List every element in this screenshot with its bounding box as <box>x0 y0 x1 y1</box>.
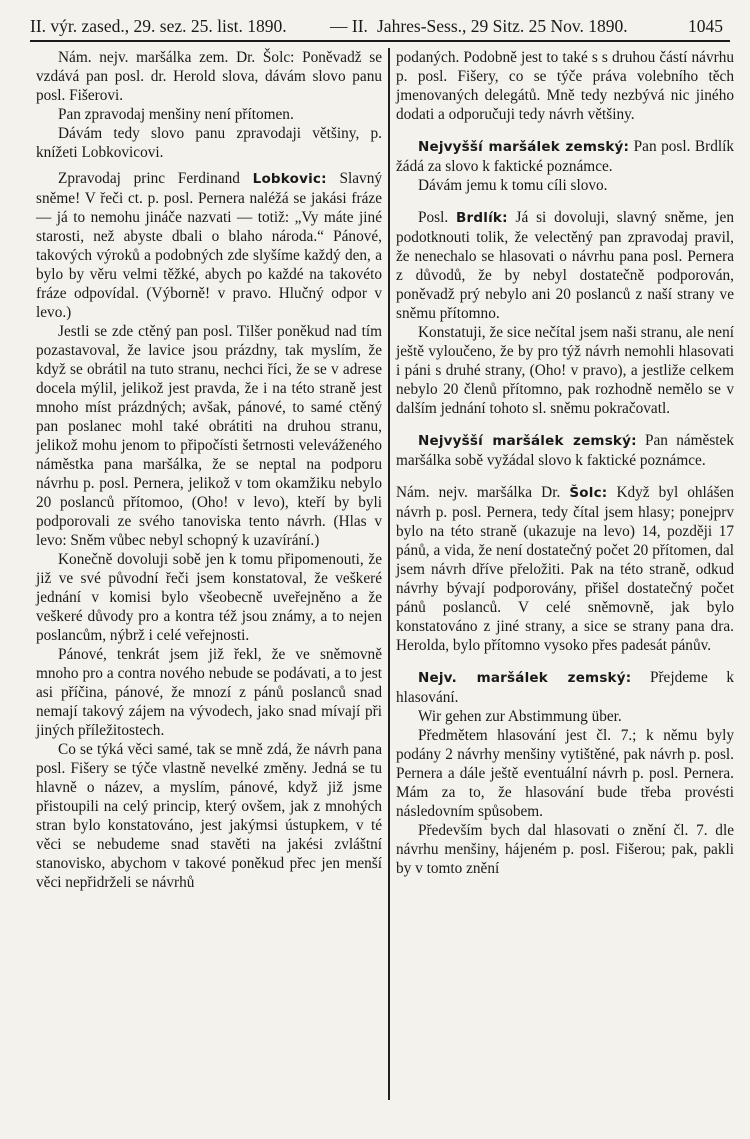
paragraph-text: Pan posl. Brdlík žádá za slovo k faktické poznámce. <box>396 138 734 175</box>
speaker-name: Nejvyšší maršálek zemský: <box>418 433 637 449</box>
speech-paragraph <box>396 483 734 655</box>
paragraph-text: Konečně dovoluji sobě jen k tomu připomenouti, že již ve své původní řeči jsem konstatoval, že veškeré jednání v komisi bylo všeobecně uveřejněno a že veškeré důvody pro a kontra též jsou známy, a to nejen poslancům, nýbrž i celé veřejnosti. <box>36 551 382 644</box>
paragraph <box>36 48 382 105</box>
column-divider <box>388 48 390 1100</box>
speaker-name: Brdlík: <box>456 210 508 226</box>
speaker-name: Nejv. maršálek zemský: <box>418 670 632 686</box>
paragraph <box>396 48 734 124</box>
speaker-name: Šolc: <box>569 485 608 501</box>
paragraph-text: Předmětem hlasování jest čl. 7.; k němu byly podány 2 návrhy menšiny vytištěné, pak návrh p. posl. Pernera a dále ještě eventuální návrh p. posl. Pernera. Mám za to, že hlasování bude třeba provésti následovním spůsobem. <box>396 727 734 820</box>
paragraph <box>36 105 382 124</box>
paragraph-text: podaných. Podobně jest to také s s druhou částí návrhu p. posl. Fišery, co se týče práva volebního těch jmenovaných delegátů. Mně tedy nezbývá nic jiného dodati a odporučuji tedy návrh většiny. <box>396 49 734 123</box>
speaker-name: Lobkovic: <box>252 171 327 187</box>
left-column <box>36 48 382 892</box>
speaker-title: Zpravodaj princ Ferdinand <box>58 170 253 187</box>
paragraph-text: Konstatuji, že sice nečítal jsem naši stranu, ale není ještě vyloučeno, že by pro týž návrh nemohli hlasovati i páni s druhé strany, (Oho! v pravo), a jestliže celkem nebylo 20 členů přítomno, pak rozhodně nemělo se v dalším jednání tohoto sl. sněmu pokračovatl. <box>396 324 734 417</box>
speech-paragraph <box>396 431 734 470</box>
speech-paragraph <box>396 668 734 707</box>
paragraph <box>36 645 382 740</box>
paragraph-text: Především bych dal hlasovati o znění čl. 7. dle návrhu menšiny, hájeném p. posl. Fišerou; pak, pakli by v tomto znění <box>396 822 734 877</box>
paragraph-text: Když byl ohlášen návrh p. posl. Pernera, tedy čítal jsem hlasy; ponejprv bylo na této straně (ukazuje na levo) 14, později 17 pánů, a vida, že není dostatečný počet 20 přítomen, dal jsem návrh dříve přeložiti. Pak na této straně, odkud návrhy bývají podporovány, přišel dostatečný počet pánů poslanců. V celé sněmovně, jak bylo konstatováno z jiné strany, a sice se strany pana dra. Herolda, bylo přítomno vysoko přes padesát pánův. <box>396 484 734 654</box>
paragraph-german <box>396 707 734 726</box>
paragraph-text: Nám. nejv. maršálka zem. Dr. Šolc: Poněvadž se vzdává pan posl. dr. Herold slova, dávám slovo panu posl. Fišerovi. <box>36 49 382 104</box>
paragraph <box>396 821 734 878</box>
speaker-title: Nám. nejv. maršálka Dr. <box>396 484 570 501</box>
paragraph <box>396 726 734 821</box>
header-czech: II. výr. zased., 29. sez. 25. list. 1890. <box>30 16 287 36</box>
paragraph <box>36 124 382 162</box>
paragraph-text: Pan zpravodaj menšiny není přítomen. <box>58 106 294 123</box>
paragraph-text: Jestli se zde ctěný pan posl. Tilšer poněkud nad tím pozastavoval, že lavice jsou prázdny, tak myslím, že když se obrátil na tuto stranu, nechci říci, že se v adrese docela mýlil, jelikož jest pravda, že i na této straně jest mnoho míst prázdných; avšak, pánové, to samé ctěný pan poslanec mohl také obrátiti na druhou stranu, jelikož mohu jenom to připočísti šetrnosti veleváženého náměstka pana maršálka, že se neptal na podporu návrhu p. posl. Pernera, jelikož v tom okamžiku nebylo 20 poslanců přítomoo, (Oho! v levo), kteří by byli podporovali ze svého tanoviska tento návrh. (Hlas v levo: Sněm vůbec nebyl schopný k uzavírání.) <box>36 323 382 549</box>
paragraph <box>36 740 382 892</box>
paragraph-text: Pan náměstek maršálka sobě vyžádal slovo k faktické poznámce. <box>396 432 734 469</box>
header-dash: — II. <box>330 16 368 36</box>
speaker-title: Posl. <box>418 209 457 226</box>
paragraph <box>396 323 734 418</box>
page-number: 1045 <box>688 16 723 36</box>
paragraph-text: Dávám jemu k tomu cíli slovo. <box>418 177 608 194</box>
paragraph-text: Slavný sněme! V řeči ct. p. posl. Pernera naléžá se jakási fráze — já to nemohu jináče nazvati — totiž: „Vy máte jiné starosti, než abyste dbali o blaho národa.“ Pánové, takových výroků a podobných zde slyšíme každý den, a bylo by věru velmi těžké, abych po každé na takovéto fráze odpovídal. (Výborně! v pravo. Hlučný odpor v levo.) <box>36 170 382 321</box>
paragraph <box>36 550 382 645</box>
paragraph <box>396 176 734 195</box>
paragraph-text: Pánové, tenkrát jsem již řekl, že ve sněmovně mnoho pro a contra nového nebude se podávati, a to jest asi příčina, pánové, že mnozí z pánů poslanců snad nemají takový zájem na vývodech, jako snad mívají při jiných příležitostech. <box>36 646 382 739</box>
paragraph <box>36 322 382 550</box>
paragraph-text: Dávám tedy slovo panu zpravodaji většiny, p. knížeti Lobkovicovi. <box>36 125 382 161</box>
right-column <box>396 48 734 878</box>
paragraph-text: Já si dovoluji, slavný sněme, jen podotknouti tolik, že velectěný pan zpravodaj pravil, že nenechalo se hlasovati o návrhu pana posl. Pernera z důvodů, že by nebyl dostatečně podporován, poněvadž prý nebylo ani 20 poslanců z naší strany ve sněmu přítomno. <box>396 209 734 322</box>
header-german: Jahres-Sess., 29 Sitz. 25 Nov. 1890. <box>377 16 628 36</box>
paragraph-text: Wir gehen zur Abstimmung über. <box>418 708 622 725</box>
speech-paragraph <box>396 208 734 323</box>
paragraph-text: Co se týká věci samé, tak se mně zdá, že návrh pana posl. Fišery se týče vlastně nevelké změny. Jedná se tu hlavně o název, a myslím, pánové, když již jsme přistoupili na celý princip, který ovšem, jak z mnohých stran bylo konstatováno, jest jakýmsi ústupkem, v té věci se nebudeme snad stavěti na jakési zvláštní stanovisko, abychom v takové poněkud přec jen menší věci nepřidrželi se návrhů <box>36 741 382 891</box>
speaker-name: Nejvyšší maršálek zemský: <box>418 139 630 155</box>
paragraph-text: Přejdeme k hlasování. <box>396 669 734 706</box>
running-header <box>30 14 730 42</box>
speech-paragraph <box>396 137 734 176</box>
speech-paragraph <box>36 169 382 322</box>
